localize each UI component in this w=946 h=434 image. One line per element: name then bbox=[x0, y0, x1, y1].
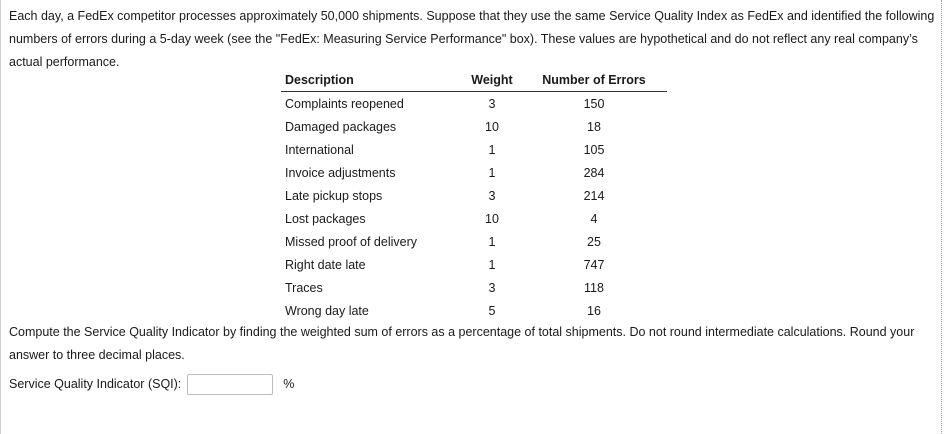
header-errors: Number of Errors bbox=[521, 69, 667, 92]
table-row bbox=[281, 276, 667, 299]
row-errors: 150 bbox=[583, 96, 605, 111]
row-description: Damaged packages bbox=[285, 119, 397, 134]
row-weight: 1 bbox=[488, 142, 496, 157]
table-row bbox=[281, 253, 667, 276]
table-row bbox=[281, 138, 667, 161]
table-row bbox=[281, 299, 667, 322]
row-weight: 10 bbox=[485, 119, 499, 134]
row-errors: 16 bbox=[587, 303, 601, 318]
row-description: Invoice adjustments bbox=[285, 165, 396, 180]
header-weight: Weight bbox=[463, 69, 521, 92]
row-errors: 284 bbox=[583, 165, 605, 180]
row-errors: 18 bbox=[587, 119, 601, 134]
row-errors: 214 bbox=[583, 188, 605, 203]
errors-table bbox=[281, 69, 667, 322]
row-weight: 10 bbox=[485, 211, 499, 226]
sqi-input[interactable] bbox=[187, 374, 273, 395]
row-description: Lost packages bbox=[285, 211, 366, 226]
answer-row bbox=[9, 372, 294, 396]
row-errors: 105 bbox=[583, 142, 605, 157]
row-weight: 3 bbox=[488, 280, 496, 295]
table-row bbox=[281, 230, 667, 253]
table-row bbox=[281, 184, 667, 207]
row-description: Traces bbox=[285, 280, 323, 295]
row-errors: 4 bbox=[590, 211, 598, 226]
table-row bbox=[281, 92, 667, 116]
row-description: Wrong day late bbox=[285, 303, 369, 318]
row-description: Complaints reopened bbox=[285, 96, 404, 111]
row-weight: 3 bbox=[488, 188, 496, 203]
row-description: Right date late bbox=[285, 257, 366, 272]
sqi-label: Service Quality Indicator (SQI): bbox=[9, 377, 182, 391]
row-description: Late pickup stops bbox=[285, 188, 383, 203]
table-header-row bbox=[281, 69, 667, 92]
row-errors: 25 bbox=[587, 234, 601, 249]
row-weight: 1 bbox=[488, 257, 496, 272]
row-errors: 118 bbox=[584, 280, 604, 295]
percent-unit: % bbox=[283, 377, 295, 391]
row-weight: 5 bbox=[488, 303, 496, 318]
row-weight: 3 bbox=[488, 96, 496, 111]
row-description: Missed proof of delivery bbox=[285, 234, 418, 249]
table-row bbox=[281, 161, 667, 184]
row-errors: 747 bbox=[583, 257, 605, 272]
row-weight: 1 bbox=[488, 165, 496, 180]
header-description: Description bbox=[281, 69, 463, 92]
table-row bbox=[281, 207, 667, 230]
row-weight: 1 bbox=[488, 234, 496, 249]
row-description: International bbox=[285, 142, 354, 157]
question-paragraph: Compute the Service Quality Indicator by finding the weighted sum of errors as a percentage of total shipments. Do not round intermediate calculations. Round your answer to three decimal places. bbox=[9, 325, 915, 362]
table-row bbox=[281, 115, 667, 138]
intro-paragraph: Each day, a FedEx competitor processes approximately 50,000 shipments. Suppose that they use the same Service Quality Index as FedEx and identified the following numbers of errors during a 5-day week (see the "FedEx: Measuring Service Performance" box). These values are hypothetical and do not reflect any real company’s actual performance. bbox=[9, 9, 935, 69]
